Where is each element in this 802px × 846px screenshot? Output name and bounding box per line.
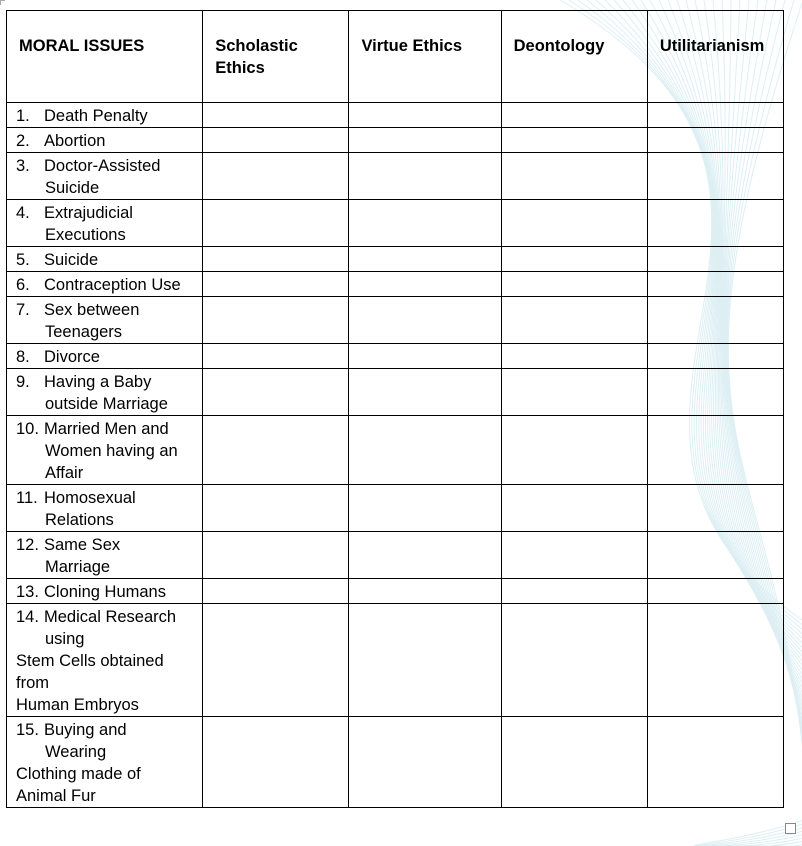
table-row xyxy=(7,369,784,416)
answer-cell[interactable] xyxy=(647,272,783,297)
answer-cell[interactable] xyxy=(349,297,501,344)
issue-text-line: 12. Same Sex xyxy=(16,536,121,554)
answer-cell[interactable] xyxy=(203,579,349,604)
table-row xyxy=(7,485,784,532)
issue-text-line: Marriage xyxy=(45,558,111,576)
answer-cell[interactable] xyxy=(203,604,349,717)
issue-text-line: 4. Extrajudicial xyxy=(16,204,133,222)
column-header-1: Scholastic Ethics xyxy=(203,11,349,103)
issue-text-line: 3. Doctor-Assisted xyxy=(16,157,161,175)
issue-number: 2. xyxy=(16,132,30,150)
answer-cell[interactable] xyxy=(349,485,501,532)
answer-cell[interactable] xyxy=(501,416,647,485)
table-row xyxy=(7,103,784,128)
answer-cell[interactable] xyxy=(203,103,349,128)
issue-text-line: 11. Homosexual xyxy=(16,489,136,507)
issue-text-line: 7. Sex between xyxy=(16,301,140,319)
table-row xyxy=(7,717,784,808)
issue-text-line: 13. Cloning Humans xyxy=(16,583,166,601)
table-row xyxy=(7,532,784,579)
answer-cell[interactable] xyxy=(647,103,783,128)
moral-issue-cell xyxy=(7,416,203,485)
answer-cell[interactable] xyxy=(501,369,647,416)
moral-issue-cell xyxy=(7,200,203,247)
column-header-4: Utilitarianism xyxy=(647,11,783,103)
issue-text-line: 10. Married Men and xyxy=(16,420,169,438)
moral-issue-cell xyxy=(7,485,203,532)
answer-cell[interactable] xyxy=(647,128,783,153)
answer-cell[interactable] xyxy=(203,247,349,272)
answer-cell[interactable] xyxy=(501,153,647,200)
column-header-0: MORAL ISSUES xyxy=(7,11,203,103)
issue-number: 4. xyxy=(16,204,30,222)
answer-cell[interactable] xyxy=(349,416,501,485)
issue-text-line: Clothing made of xyxy=(16,765,141,783)
answer-cell[interactable] xyxy=(349,153,501,200)
answer-cell[interactable] xyxy=(203,416,349,485)
table-row xyxy=(7,153,784,200)
moral-issue-cell xyxy=(7,344,203,369)
answer-cell[interactable] xyxy=(501,532,647,579)
table-row xyxy=(7,247,784,272)
answer-cell[interactable] xyxy=(501,579,647,604)
answer-cell[interactable] xyxy=(647,369,783,416)
answer-cell[interactable] xyxy=(349,344,501,369)
answer-cell[interactable] xyxy=(501,717,647,808)
answer-cell[interactable] xyxy=(647,604,783,717)
answer-cell[interactable] xyxy=(501,344,647,369)
answer-cell[interactable] xyxy=(349,369,501,416)
answer-cell[interactable] xyxy=(647,532,783,579)
answer-cell[interactable] xyxy=(647,717,783,808)
column-header-2: Virtue Ethics xyxy=(349,11,501,103)
table-row xyxy=(7,604,784,717)
table-row xyxy=(7,344,784,369)
answer-cell[interactable] xyxy=(349,128,501,153)
answer-cell[interactable] xyxy=(647,247,783,272)
answer-cell[interactable] xyxy=(203,153,349,200)
issue-text-line: Teenagers xyxy=(45,323,123,341)
issue-number: 11. xyxy=(16,489,38,507)
issue-text-line: 5. Suicide xyxy=(16,251,99,269)
table-row xyxy=(7,297,784,344)
moral-issue-cell xyxy=(7,369,203,416)
issue-text-line: 1. Death Penalty xyxy=(16,107,148,125)
issue-number: 1. xyxy=(16,107,30,125)
issue-text-line: Executions xyxy=(45,226,126,244)
answer-cell[interactable] xyxy=(349,103,501,128)
issue-text-line: 2. Abortion xyxy=(16,132,106,150)
issue-number: 12. xyxy=(16,536,39,554)
answer-cell[interactable] xyxy=(349,272,501,297)
moral-issue-cell xyxy=(7,717,203,808)
answer-cell[interactable] xyxy=(647,297,783,344)
answer-cell[interactable] xyxy=(349,604,501,717)
answer-cell[interactable] xyxy=(501,247,647,272)
moral-issue-cell xyxy=(7,272,203,297)
answer-cell[interactable] xyxy=(203,717,349,808)
table-row xyxy=(7,200,784,247)
header-row xyxy=(7,11,784,103)
issue-number: 7. xyxy=(16,301,30,319)
answer-cell[interactable] xyxy=(501,272,647,297)
issue-number: 3. xyxy=(16,157,30,175)
issue-text-line: Animal Fur xyxy=(16,787,96,805)
issue-number: 8. xyxy=(16,348,30,366)
answer-cell[interactable] xyxy=(501,128,647,153)
moral-issue-cell xyxy=(7,297,203,344)
table-row xyxy=(7,128,784,153)
moral-issue-cell xyxy=(7,153,203,200)
moral-issue-cell xyxy=(7,604,203,717)
issue-text-line: 6. Contraception Use xyxy=(16,276,181,294)
answer-cell[interactable] xyxy=(203,297,349,344)
moral-issue-cell xyxy=(7,128,203,153)
issue-number: 10. xyxy=(16,420,39,438)
issue-text-line: using xyxy=(45,630,85,648)
issue-number: 5. xyxy=(16,251,30,269)
answer-cell[interactable] xyxy=(349,247,501,272)
answer-cell[interactable] xyxy=(203,532,349,579)
answer-cell[interactable] xyxy=(501,200,647,247)
issue-text-line: Relations xyxy=(45,511,114,529)
answer-cell[interactable] xyxy=(647,153,783,200)
moral-issue-cell xyxy=(7,532,203,579)
answer-cell[interactable] xyxy=(647,200,783,247)
answer-cell[interactable] xyxy=(349,579,501,604)
issue-text-line: Women having an xyxy=(45,442,178,460)
issue-text-line: 9. Having a Baby xyxy=(16,373,152,391)
issue-text-line: 14. Medical Research xyxy=(16,608,177,626)
issue-number: 9. xyxy=(16,373,30,391)
moral-issues-table xyxy=(6,10,784,808)
issue-number: 6. xyxy=(16,276,30,294)
table-row xyxy=(7,579,784,604)
resize-handle[interactable] xyxy=(785,823,796,834)
issue-number: 13. xyxy=(16,583,39,601)
issue-text-line: from xyxy=(16,674,49,692)
moral-issue-cell xyxy=(7,247,203,272)
answer-cell[interactable] xyxy=(349,200,501,247)
answer-cell[interactable] xyxy=(647,416,783,485)
answer-cell[interactable] xyxy=(501,604,647,717)
answer-cell[interactable] xyxy=(203,272,349,297)
issue-text-line: Affair xyxy=(45,464,84,482)
answer-cell[interactable] xyxy=(501,297,647,344)
table-row xyxy=(7,416,784,485)
answer-cell[interactable] xyxy=(501,485,647,532)
issue-text-line: Wearing xyxy=(45,743,107,761)
issue-text-line: 8. Divorce xyxy=(16,348,100,366)
issue-number: 14. xyxy=(16,608,39,626)
table-row xyxy=(7,272,784,297)
issue-text-line: 15. Buying and xyxy=(16,721,127,739)
answer-cell[interactable] xyxy=(647,579,783,604)
moral-issue-cell xyxy=(7,579,203,604)
answer-cell[interactable] xyxy=(203,200,349,247)
answer-cell[interactable] xyxy=(203,369,349,416)
issue-text-line: outside Marriage xyxy=(45,395,168,413)
answer-cell[interactable] xyxy=(203,128,349,153)
answer-cell[interactable] xyxy=(349,532,501,579)
answer-cell[interactable] xyxy=(647,344,783,369)
page-corner-mark xyxy=(0,0,5,5)
issue-text-line: Stem Cells obtained xyxy=(16,652,164,670)
table-body xyxy=(7,103,784,808)
issue-text-line: Human Embryos xyxy=(16,696,139,714)
answer-cell[interactable] xyxy=(501,103,647,128)
column-header-3: Deontology xyxy=(501,11,647,103)
issue-text-line: Suicide xyxy=(45,179,100,197)
answer-cell[interactable] xyxy=(349,717,501,808)
answer-cell[interactable] xyxy=(647,485,783,532)
answer-cell[interactable] xyxy=(203,344,349,369)
moral-issue-cell xyxy=(7,103,203,128)
answer-cell[interactable] xyxy=(203,485,349,532)
issue-number: 15. xyxy=(16,721,39,739)
